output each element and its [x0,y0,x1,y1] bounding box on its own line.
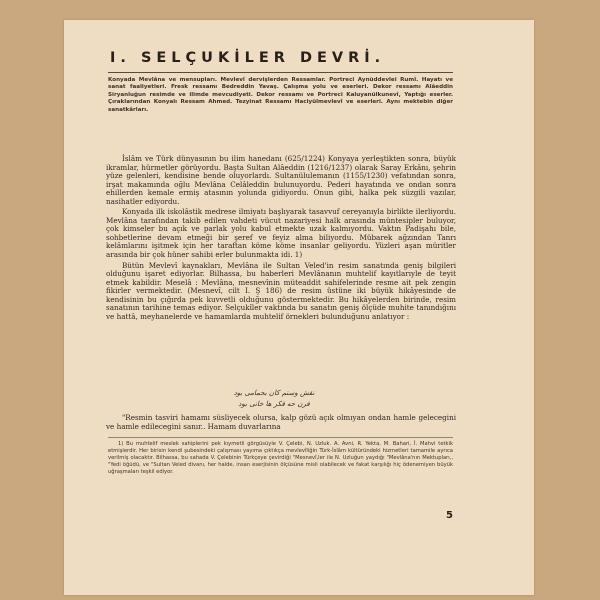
title-underline [108,72,453,73]
quote-paragraph: "Resmin tasviri hamamı süsliyecek olursa, kalp gözü açık olmıyan ondan hamle gelecegini ve hamle edilecegini sanır.. Hamam duvarlarına [106,413,456,431]
chapter-title: I. SELÇUKİLER DEVRİ. [110,50,386,66]
footnote [108,441,453,476]
arabic-verse [214,388,334,410]
paragraph: İslâm ve Türk dünyasının bu ilim hanedanı (625/1224) Konyaya yerleştikten sonra, büyük ikramlar, hürmetler görüyordu. Başta Sultan Alâeddin (1216/1237) olarak Saray Erkânı, şehrin yüze gelenleri, kendisine bende oluyorlardı. Sultanülulemanın (1155/1230) vefatından sonra, irşat makamında oğlu Mevlâna Celâleddin bulunuyordu. Pederi hayatında ve ondan sonra ehillerden kemale ermiş atasının yolunda gidiyordu. Onun gibi, halka pek süzgili vazılar, nasihatler ediyordu. [106,154,456,206]
paragraph: Konyada ilk iskolâstik medrese ilmiyatı başlıyarak tasavvuf cereyanıyla birlikte ilerliyordu. Mevlâna tarafından takib edilen vahdeti vücut nazariyesi halk arasında müntesipler buluyor, çok kimseler bu açık ve parlak yolu kabul etmekte uzak kalmıyordu. Vaktın Padişahı bile, sohbetlerine devam etmeği bir şeref ve feyiz alma biliyordu. Mübarek ağzından Tanrı kelâmlarını işitmek için her taraftan köme köme insanlar geliyordu. Yüzleri aşan müritler arasında bir çok hüner sahibi erler bulunmakta idi. 1) [106,207,456,260]
quote-text [106,414,456,431]
verse-line: فرن حه فكر ها خانى بود [238,400,310,408]
chapter-abstract: Konyada Mevlâna ve mensupları. Mevlevî dervişlerden Ressamlar. Portreci Aynüddevlei Rumî. Hayatı ve sanat faaliyetleri. Fresk ressamı Bedreddin Yavaş. Çalışma yolu ve eserleri. Dekor ressamı Alâeddin Siryanîuğun resimde ve ilimde mevcudiyeti. Dekor ressamı ve Portreci Kaluyanülkunevî, Yaptığı eserler. Çıraklarından Konyalı Ressam Ahmed. Tezyinat Ressamı Haciyülmevlevî ve eserleri. Aynı mektebin diğer sanatkârları. [108,77,453,113]
page-number: 5 [446,510,453,521]
paragraph: Bütün Mevlevî kaynakları, Mevlâna ile Sultan Veled'in resim sanatında geniş bilgileri olduğunu işaret ediyorlar. Bilhassa, bu haberleri Mevlânanın muhtelif kayıtlarıyle de teyit etmek kabildir. Meselâ : Mevlâna, mesnevînin müteaddit sahifelerinde resme ait pek zengin fikirler vermektedir. (Mesnevî, cilt I. Ş 186) de resim üstüne iki büyük hikâyesinde de kendisinin bu çığırda pek kuvvetli olduğunu göstermektedir. Bu hikâyelerden birinde, resim sanatının tarihine temas ediyor. Selçukîler vaktında bu sanatın geniş ölçüde muhite tanındığını ve hattâ, meyhanelerde ve hamamlarda muhtelif örnekleri bulunduğunu anlatıyor : [106,260,456,321]
footnote-text: 1) Bu muhtelif meslek sahiplerini pek kıymetli görgüsüyle V. Çelebi, N. Uzluk. A. Avni, R. Yekta, M. Bahari, İ. Mahvi tetkik etmişlerdir. Her birisin kendi şubesindeki çalışması yayıma çıktıkça mevlevîliğin Türk-İslâm kültüründeki hizmetleri tamamile ayrıca verilmiş olacaktır. Bilhassa, bu sahada V. Çelebinin Türkçeye çevirdiği "Mesnevî,ler ile N. Uzluğun yaydığı "Mevlâna'nın Mektupları,, "Yedi öğüdü, ve "Sultan Veled divanı, her halde, insan eserjisinin ölçüsüne misli olabilecek ve fakat karşılığı hiç ödenemiyen büyük uğraşmaları teşkil ediyor. [108,441,453,476]
verse-line: نقش وستم كان بحمامى بود [233,389,315,397]
footnote-divider [108,437,453,438]
body-text [106,155,456,323]
